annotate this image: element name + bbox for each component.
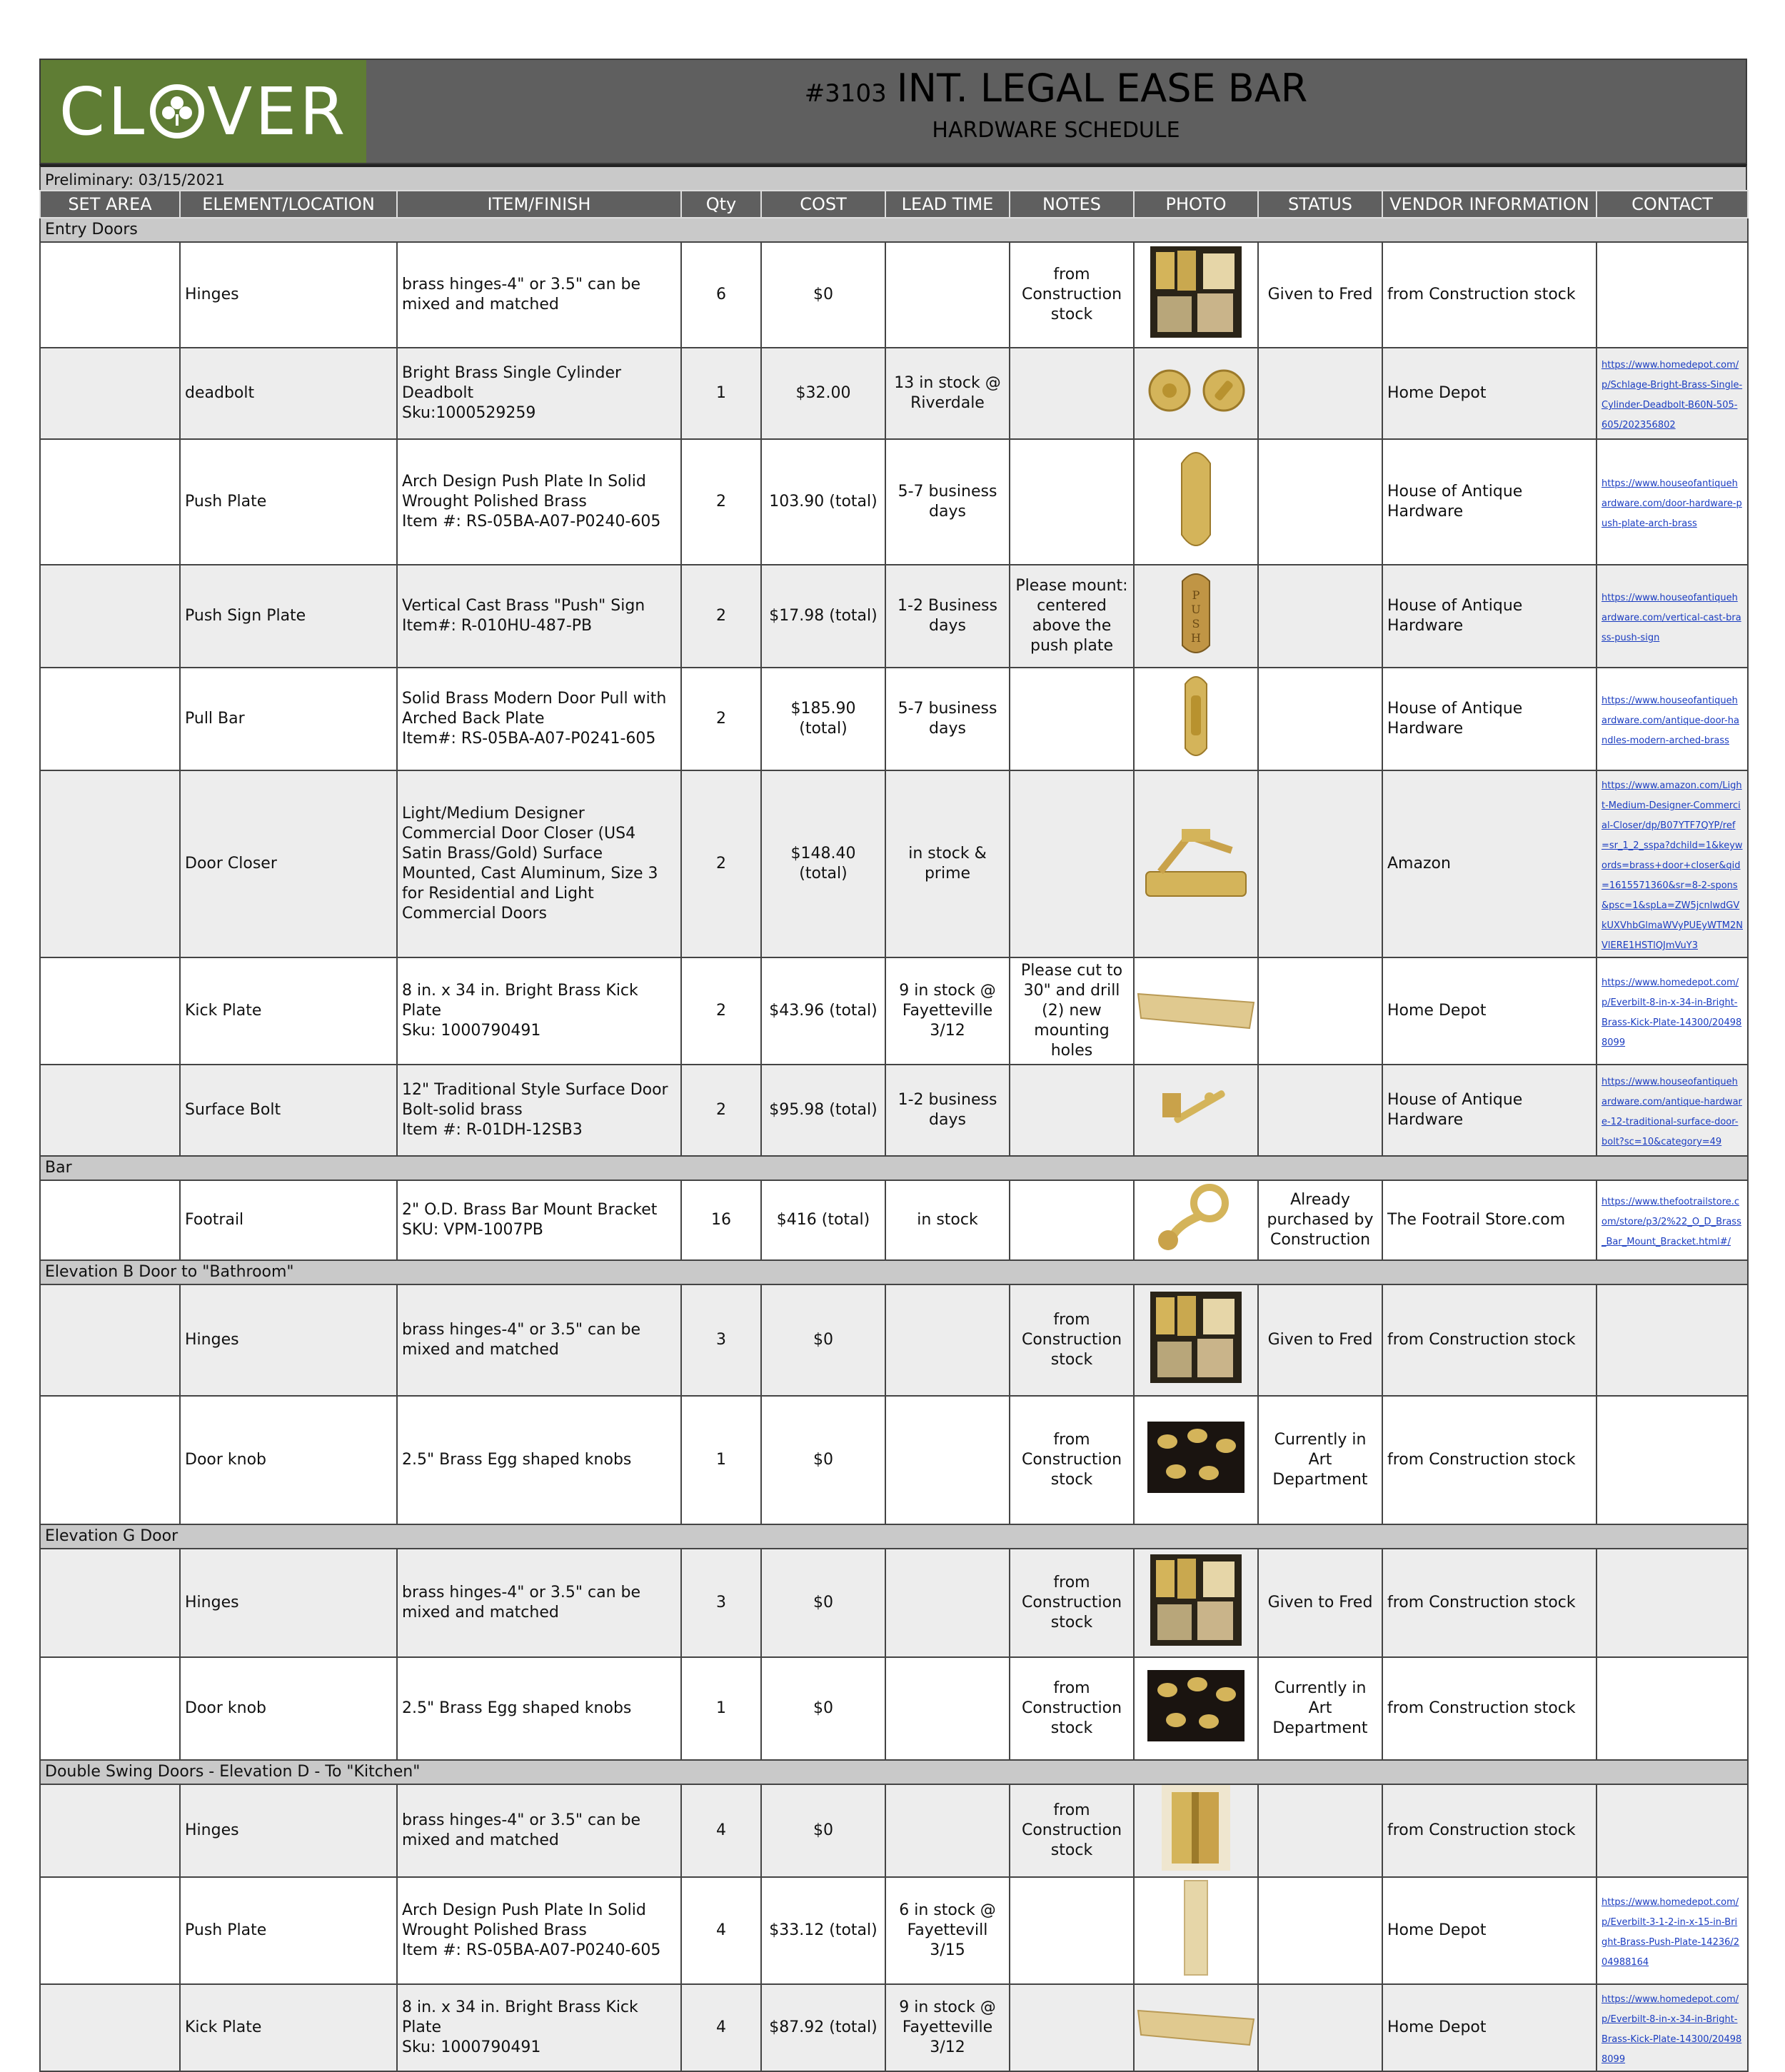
- cost-cell: $87.92 (total): [761, 1984, 885, 2071]
- set-area-cell: [40, 1549, 180, 1657]
- section-header: [40, 1760, 1748, 1784]
- element-cell: Kick Plate: [180, 1984, 397, 2071]
- contact-cell: [1597, 1784, 1748, 1877]
- item-cell: 2.5" Brass Egg shaped knobs: [397, 1396, 681, 1524]
- element-cell: Hinges: [180, 1549, 397, 1657]
- table-row: [40, 957, 1748, 1065]
- element-cell: Hinges: [180, 242, 397, 348]
- vendor-cell: from Construction stock: [1382, 1284, 1597, 1396]
- qty-cell: 2: [681, 957, 761, 1065]
- vendor-cell: Home Depot: [1382, 957, 1597, 1065]
- notes-cell: from Construction stock: [1010, 1784, 1134, 1877]
- column-header-contact: CONTACT: [1597, 191, 1748, 218]
- lead-time-cell: 5-7 business days: [885, 668, 1010, 770]
- contact-cell: [1597, 957, 1748, 1065]
- status-cell: Given to Fred: [1258, 1284, 1382, 1396]
- set-area-cell: [40, 1984, 180, 2071]
- vendor-cell: House of Antique Hardware: [1382, 565, 1597, 668]
- contact-cell: [1597, 1284, 1748, 1396]
- lead-time-cell: 13 in stock @ Riverdale: [885, 348, 1010, 439]
- notes-cell: Please mount: centered above the push plate: [1010, 565, 1134, 668]
- column-header-vendor: VENDOR INFORMATION: [1382, 191, 1597, 218]
- element-cell: Pull Bar: [180, 668, 397, 770]
- vendor-cell: from Construction stock: [1382, 1784, 1597, 1877]
- schedule-body: [40, 218, 1748, 2071]
- set-area-cell: [40, 1065, 180, 1156]
- table-row: [40, 1784, 1748, 1877]
- item-cell: 2" O.D. Brass Bar Mount Bracket SKU: VPM-1007PB: [397, 1180, 681, 1260]
- lead-time-cell: [885, 242, 1010, 348]
- qty-cell: 3: [681, 1549, 761, 1657]
- lead-time-cell: in stock & prime: [885, 770, 1010, 957]
- photo-cell: [1134, 439, 1258, 565]
- lead-time-cell: [885, 1784, 1010, 1877]
- svg-text:S: S: [1192, 617, 1200, 630]
- status-cell: [1258, 565, 1382, 668]
- set-area-cell: [40, 439, 180, 565]
- hardware-schedule-sheet: [39, 59, 1747, 2072]
- element-cell: Push Plate: [180, 439, 397, 565]
- photo-cell: [1134, 242, 1258, 348]
- vendor-link[interactable]: https://www.homedepot.com/p/Everbilt-8-in-x-34-in-Bright-Brass-Kick-Plate-14300/204988099: [1602, 977, 1742, 1048]
- set-area-cell: [40, 1657, 180, 1760]
- section-title: Elevation G Door: [40, 1524, 1748, 1549]
- column-header-item: ITEM/FINISH: [397, 191, 681, 218]
- element-cell: Door knob: [180, 1657, 397, 1760]
- vendor-cell: House of Antique Hardware: [1382, 1065, 1597, 1156]
- push-sign-photo: [1180, 567, 1212, 665]
- surface-bolt-photo: [1157, 1072, 1235, 1149]
- contact-cell: [1597, 565, 1748, 668]
- item-cell: Light/Medium Designer Commercial Door Closer (US4 Satin Brass/Gold) Surface Mounted, Cast Aluminum, Size 3 for Residential and Light Commercial Doors: [397, 770, 681, 957]
- vendor-cell: from Construction stock: [1382, 1549, 1597, 1657]
- status-cell: Given to Fred: [1258, 242, 1382, 348]
- clover-logo: [41, 60, 366, 163]
- page-subtitle: HARDWARE SCHEDULE: [932, 118, 1180, 143]
- photo-cell: [1134, 770, 1258, 957]
- qty-cell: 2: [681, 565, 761, 668]
- cost-cell: $148.40 (total): [761, 770, 885, 957]
- set-area-cell: [40, 348, 180, 439]
- item-cell: brass hinges-4" or 3.5" can be mixed and matched: [397, 1784, 681, 1877]
- element-cell: Kick Plate: [180, 957, 397, 1065]
- section-title: Bar: [40, 1156, 1748, 1180]
- vendor-cell: Home Depot: [1382, 1984, 1597, 2071]
- schedule-table: [39, 190, 1749, 2072]
- photo-cell: [1134, 1657, 1258, 1760]
- footrail-photo: [1150, 1182, 1242, 1259]
- vendor-cell: House of Antique Hardware: [1382, 439, 1597, 565]
- vendor-cell: from Construction stock: [1382, 1396, 1597, 1524]
- set-area-cell: [40, 770, 180, 957]
- element-cell: Push Plate: [180, 1877, 397, 1984]
- vendor-cell: Home Depot: [1382, 348, 1597, 439]
- table-row: [40, 1549, 1748, 1657]
- vendor-cell: from Construction stock: [1382, 1657, 1597, 1760]
- qty-cell: 6: [681, 242, 761, 348]
- status-cell: [1258, 1984, 1382, 2071]
- qty-cell: 2: [681, 668, 761, 770]
- kick-plate-photo: [1135, 987, 1257, 1035]
- deadbolt-photo: [1142, 366, 1250, 421]
- logo-text-left: CL: [59, 73, 148, 150]
- notes-cell: [1010, 1984, 1134, 2071]
- set-area-cell: [40, 1877, 180, 1984]
- status-cell: [1258, 348, 1382, 439]
- item-cell: Vertical Cast Brass "Push" Sign Item#: R-010HU-487-PB: [397, 565, 681, 668]
- vendor-link[interactable]: https://www.houseofantiquehardware.com/antique-door-handles-modern-arched-brass: [1602, 695, 1739, 746]
- hinges-photo: [1150, 246, 1242, 343]
- notes-cell: from Construction stock: [1010, 242, 1134, 348]
- table-row: [40, 439, 1748, 565]
- table-row: [40, 1396, 1748, 1524]
- item-cell: 2.5" Brass Egg shaped knobs: [397, 1657, 681, 1760]
- qty-cell: 4: [681, 1784, 761, 1877]
- set-area-cell: [40, 668, 180, 770]
- svg-text:P: P: [1192, 588, 1200, 602]
- notes-cell: [1010, 1877, 1134, 1984]
- item-cell: Bright Brass Single Cylinder Deadbolt Sku:1000529259: [397, 348, 681, 439]
- item-cell: 8 in. x 34 in. Bright Brass Kick Plate Sku: 1000790491: [397, 957, 681, 1065]
- photo-cell: [1134, 1549, 1258, 1657]
- item-cell: brass hinges-4" or 3.5" can be mixed and matched: [397, 242, 681, 348]
- set-area-cell: [40, 1396, 180, 1524]
- pull-bar-photo: [1180, 670, 1212, 768]
- table-row: [40, 1877, 1748, 1984]
- logo-wordmark: [59, 74, 348, 150]
- knobs-photo: [1147, 1670, 1245, 1747]
- column-header-set: SET AREA: [40, 191, 180, 218]
- contact-cell: [1597, 1984, 1748, 2071]
- column-header-row: [40, 191, 1748, 218]
- status-cell: [1258, 1877, 1382, 1984]
- qty-cell: 4: [681, 1877, 761, 1984]
- contact-cell: [1597, 668, 1748, 770]
- cost-cell: $185.90 (total): [761, 668, 885, 770]
- table-row: [40, 348, 1748, 439]
- contact-cell: [1597, 1180, 1748, 1260]
- lead-time-cell: [885, 1284, 1010, 1396]
- element-cell: Footrail: [180, 1180, 397, 1260]
- set-area-cell: [40, 565, 180, 668]
- contact-cell: [1597, 1065, 1748, 1156]
- photo-cell: [1134, 1065, 1258, 1156]
- status-cell: [1258, 1065, 1382, 1156]
- vendor-link[interactable]: https://www.homedepot.com/p/Everbilt-8-in-x-34-in-Bright-Brass-Kick-Plate-14300/204988099: [1602, 1994, 1742, 2065]
- table-row: [40, 1180, 1748, 1260]
- status-cell: Currently in Art Department: [1258, 1396, 1382, 1524]
- logo-text-right: VER: [207, 73, 348, 150]
- cost-cell: $0: [761, 1657, 885, 1760]
- qty-cell: 1: [681, 1657, 761, 1760]
- hinges-photo: [1150, 1292, 1242, 1389]
- vendor-link[interactable]: https://www.amazon.com/Light-Medium-Designer-Commercial-Closer/dp/B07YTF7QYP/ref=sr_1_2_sspa?dchild=1&keywords=brass+door+closer&qid=1615571360&sr=8-2-spons&psc=1&spLa=ZW5jcnlwdGVkUXVhbGlmaWVyPUEyWTM2NVlERE1HSTlQJmVuY3: [1602, 780, 1744, 951]
- vendor-cell: Amazon: [1382, 770, 1597, 957]
- column-header-notes: NOTES: [1010, 191, 1134, 218]
- qty-cell: 1: [681, 1396, 761, 1524]
- status-cell: [1258, 668, 1382, 770]
- svg-text:U: U: [1191, 603, 1201, 616]
- element-cell: Push Sign Plate: [180, 565, 397, 668]
- contact-cell: [1597, 1657, 1748, 1760]
- kick-plate-photo: [1135, 2003, 1257, 2052]
- contact-cell: [1597, 770, 1748, 957]
- notes-cell: [1010, 1065, 1134, 1156]
- section-header: [40, 1156, 1748, 1180]
- notes-cell: from Construction stock: [1010, 1549, 1134, 1657]
- cost-cell: $32.00: [761, 348, 885, 439]
- column-header-element: ELEMENT/LOCATION: [180, 191, 397, 218]
- column-header-cost: COST: [761, 191, 885, 218]
- lead-time-cell: 5-7 business days: [885, 439, 1010, 565]
- section-header: [40, 1524, 1748, 1549]
- cost-cell: $416 (total): [761, 1180, 885, 1260]
- lead-time-cell: 9 in stock @ Fayetteville 3/12: [885, 957, 1010, 1065]
- vendor-link[interactable]: https://www.houseofantiquehardware.com/antique-hardware-12-traditional-surface-door-bolt?sc=10&category=49: [1602, 1077, 1742, 1147]
- element-cell: Surface Bolt: [180, 1065, 397, 1156]
- photo-cell: [1134, 957, 1258, 1065]
- set-area-cell: [40, 1284, 180, 1396]
- photo-cell: [1134, 565, 1258, 668]
- set-area-cell: [40, 957, 180, 1065]
- cost-cell: $0: [761, 1784, 885, 1877]
- section-title: Entry Doors: [40, 218, 1748, 242]
- photo-cell: [1134, 668, 1258, 770]
- section-header: [40, 1260, 1748, 1284]
- cost-cell: $95.98 (total): [761, 1065, 885, 1156]
- status-cell: [1258, 1784, 1382, 1877]
- qty-cell: 2: [681, 770, 761, 957]
- vendor-cell: House of Antique Hardware: [1382, 668, 1597, 770]
- knobs-photo: [1147, 1422, 1245, 1499]
- cost-cell: $0: [761, 1284, 885, 1396]
- lead-time-cell: 1-2 Business days: [885, 565, 1010, 668]
- element-cell: Door Closer: [180, 770, 397, 957]
- contact-cell: [1597, 1877, 1748, 1984]
- cost-cell: $17.98 (total): [761, 565, 885, 668]
- table-row: [40, 1657, 1748, 1760]
- qty-cell: 2: [681, 439, 761, 565]
- lead-time-cell: 1-2 business days: [885, 1065, 1010, 1156]
- lead-time-cell: [885, 1549, 1010, 1657]
- vendor-link[interactable]: https://www.homedepot.com/p/Schlage-Bright-Brass-Single-Cylinder-Deadbolt-B60N-505-605/202356802: [1602, 360, 1743, 431]
- lead-time-cell: 9 in stock @ Fayetteville 3/12: [885, 1984, 1010, 2071]
- notes-cell: from Construction stock: [1010, 1284, 1134, 1396]
- qty-cell: 4: [681, 1984, 761, 2071]
- notes-cell: [1010, 1180, 1134, 1260]
- cost-cell: $0: [761, 1549, 885, 1657]
- spring-hinge-photo: [1162, 1785, 1230, 1876]
- clover-icon: [149, 83, 206, 140]
- photo-cell: [1134, 1784, 1258, 1877]
- notes-cell: Please cut to 30" and drill (2) new mounting holes: [1010, 957, 1134, 1065]
- contact-cell: [1597, 242, 1748, 348]
- cost-cell: 103.90 (total): [761, 439, 885, 565]
- push-plate-photo: [1178, 442, 1214, 562]
- section-header: [40, 218, 1748, 242]
- section-title: Elevation B Door to "Bathroom": [40, 1260, 1748, 1284]
- element-cell: deadbolt: [180, 348, 397, 439]
- hinges-photo: [1150, 1554, 1242, 1651]
- item-cell: Arch Design Push Plate In Solid Wrought Polished Brass Item #: RS-05BA-A07-P0240-605: [397, 439, 681, 565]
- qty-cell: 2: [681, 1065, 761, 1156]
- page-title: INT. LEGAL EASE BAR: [896, 66, 1308, 111]
- table-row: [40, 1984, 1748, 2071]
- door-closer-photo: [1139, 815, 1253, 913]
- cost-cell: $0: [761, 1396, 885, 1524]
- set-area-cell: [40, 1784, 180, 1877]
- preliminary-date: Preliminary: 03/15/2021: [39, 164, 1747, 190]
- flat-push-plate-photo: [1175, 1878, 1217, 1983]
- status-cell: Currently in Art Department: [1258, 1657, 1382, 1760]
- status-cell: Already purchased by Construction: [1258, 1180, 1382, 1260]
- section-title: Double Swing Doors - Elevation D - To "Kitchen": [40, 1760, 1748, 1784]
- qty-cell: 1: [681, 348, 761, 439]
- element-cell: Hinges: [180, 1284, 397, 1396]
- qty-cell: 3: [681, 1284, 761, 1396]
- column-header-photo: PHOTO: [1134, 191, 1258, 218]
- element-cell: Door knob: [180, 1396, 397, 1524]
- table-row: [40, 1284, 1748, 1396]
- notes-cell: [1010, 668, 1134, 770]
- status-cell: [1258, 439, 1382, 565]
- column-header-lead: LEAD TIME: [885, 191, 1010, 218]
- status-cell: [1258, 770, 1382, 957]
- contact-cell: [1597, 1396, 1748, 1524]
- contact-cell: [1597, 1549, 1748, 1657]
- table-row: [40, 565, 1748, 668]
- item-cell: brass hinges-4" or 3.5" can be mixed and matched: [397, 1549, 681, 1657]
- set-area-cell: [40, 242, 180, 348]
- status-cell: [1258, 957, 1382, 1065]
- photo-cell: [1134, 1984, 1258, 2071]
- table-row: [40, 1065, 1748, 1156]
- vendor-cell: from Construction stock: [1382, 242, 1597, 348]
- item-cell: Arch Design Push Plate In Solid Wrought Polished Brass Item #: RS-05BA-A07-P0240-605: [397, 1877, 681, 1984]
- set-area-cell: [40, 1180, 180, 1260]
- lead-time-cell: [885, 1657, 1010, 1760]
- table-row: [40, 242, 1748, 348]
- vendor-cell: Home Depot: [1382, 1877, 1597, 1984]
- photo-cell: [1134, 1396, 1258, 1524]
- notes-cell: [1010, 439, 1134, 565]
- vendor-link[interactable]: https://www.thefootrailstore.com/store/p3/2%22_O_D_Brass_Bar_Mount_Bracket.html#/: [1602, 1197, 1741, 1247]
- item-cell: 8 in. x 34 in. Bright Brass Kick Plate Sku: 1000790491: [397, 1984, 681, 2071]
- vendor-link[interactable]: https://www.homedepot.com/p/Everbilt-3-1-2-in-x-15-in-Bright-Brass-Push-Plate-14236/204988164: [1602, 1897, 1740, 1968]
- column-header-qty: Qty: [681, 191, 761, 218]
- notes-cell: from Construction stock: [1010, 1396, 1134, 1524]
- vendor-cell: The Footrail Store.com: [1382, 1180, 1597, 1260]
- item-cell: Solid Brass Modern Door Pull with Arched Back Plate Item#: RS-05BA-A07-P0241-605: [397, 668, 681, 770]
- photo-cell: [1134, 1284, 1258, 1396]
- notes-cell: [1010, 348, 1134, 439]
- notes-cell: from Construction stock: [1010, 1657, 1134, 1760]
- lead-time-cell: in stock: [885, 1180, 1010, 1260]
- contact-cell: [1597, 348, 1748, 439]
- table-row: [40, 668, 1748, 770]
- qty-cell: 16: [681, 1180, 761, 1260]
- status-cell: Given to Fred: [1258, 1549, 1382, 1657]
- lead-time-cell: 6 in stock @ Fayettevill 3/15: [885, 1877, 1010, 1984]
- notes-cell: [1010, 770, 1134, 957]
- photo-cell: [1134, 1877, 1258, 1984]
- table-row: [40, 770, 1748, 957]
- photo-cell: [1134, 1180, 1258, 1260]
- item-cell: 12" Traditional Style Surface Door Bolt-solid brass Item #: R-01DH-12SB3: [397, 1065, 681, 1156]
- svg-text:H: H: [1191, 631, 1201, 645]
- lead-time-cell: [885, 1396, 1010, 1524]
- cost-cell: $43.96 (total): [761, 957, 885, 1065]
- vendor-link[interactable]: https://www.houseofantiquehardware.com/door-hardware-push-plate-arch-brass: [1602, 478, 1742, 529]
- photo-cell: [1134, 348, 1258, 439]
- item-cell: brass hinges-4" or 3.5" can be mixed and matched: [397, 1284, 681, 1396]
- title-block: [366, 66, 1746, 145]
- header-bar: [39, 59, 1747, 164]
- cost-cell: $33.12 (total): [761, 1877, 885, 1984]
- cost-cell: $0: [761, 242, 885, 348]
- contact-cell: [1597, 439, 1748, 565]
- project-number: #3103: [804, 79, 887, 108]
- column-header-status: STATUS: [1258, 191, 1382, 218]
- element-cell: Hinges: [180, 1784, 397, 1877]
- vendor-link[interactable]: https://www.houseofantiquehardware.com/vertical-cast-brass-push-sign: [1602, 593, 1741, 643]
